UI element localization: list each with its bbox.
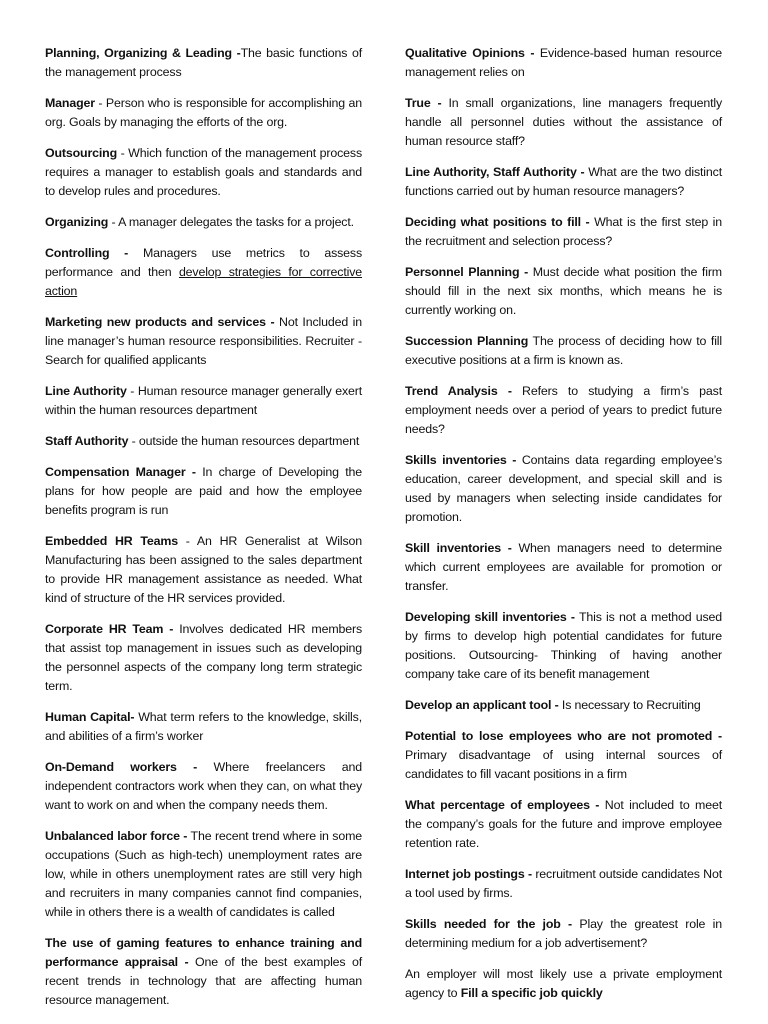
entry-term: The use of gaming features to enhance training and performance appraisal -: [45, 936, 362, 969]
entry-term: Line Authority: [45, 384, 127, 398]
entry-true: [405, 94, 722, 151]
entry-definition: The recent trend where in some occupations (Such as high-tech) unemployment rates are low, while in others unemployment rates are still very high and recruiters in many companies cannot find companies, while in others there is a wealth of candidates is called: [45, 829, 362, 919]
entry-compensation-manager: [45, 463, 362, 520]
entry-definition: - Person who is responsible for accomplishing an org. Goals by managing the efforts of the org.: [45, 96, 362, 129]
entry-term: Unbalanced labor force -: [45, 829, 188, 843]
entry-term: Corporate HR Team -: [45, 622, 174, 636]
entry-term: Controlling -: [45, 246, 129, 260]
entry-private-agency: [405, 965, 722, 1003]
entry-definition: Managers use metrics to assess performance and then: [45, 246, 363, 279]
entry-definition: The basic functions of the management process: [45, 46, 363, 79]
underlined-text: develop strategies for corrective action: [45, 265, 363, 298]
entry-definition: What are the two distinct functions carried out by human resource managers?: [405, 165, 722, 198]
entry-term: Potential to lose employees who are not promoted -: [405, 729, 722, 743]
entry-term: Developing skill inventories -: [405, 610, 575, 624]
entry-term: Organizing: [45, 215, 109, 229]
entry-definition: This is not a method used by firms to develop high potential candidates for future positions. Outsourcing- Thinking of having another company take care of its benefit management: [405, 610, 723, 681]
entry-term: Marketing new products and services -: [45, 315, 275, 329]
entry-term: Embedded HR Teams: [45, 534, 178, 548]
entry-trend-analysis: [405, 382, 722, 439]
entry-definition: Involves dedicated HR members that assist top management in issues such as developing the personnel aspects of the company long term strategic term.: [45, 622, 362, 693]
entry-term: Manager: [45, 96, 95, 110]
entry-succession-planning: [405, 332, 722, 370]
entry-organizing: [45, 213, 362, 232]
entry-definition: - A manager delegates the tasks for a project.: [108, 215, 354, 229]
entry-term: Staff Authority: [45, 434, 129, 448]
entry-definition: Not Included in line manager’s human resource responsibilities. Recruiter - Search for qualified applicants: [45, 315, 362, 367]
entry-term: Trend Analysis -: [405, 384, 512, 398]
entry-definition: Evidence-based human resource management relies on: [405, 46, 722, 79]
entry-outsourcing: [45, 144, 362, 201]
entry-term: Deciding what positions to fill -: [405, 215, 590, 229]
entry-definition: Contains data regarding employee’s education, career development, and special skill and is used by managers when selecting inside candidates for promotion.: [405, 453, 722, 524]
entry-definition: Play the greatest role in determining medium for a job advertisement?: [405, 917, 722, 950]
entry-corporate-hr-team: [45, 620, 362, 696]
entry-planning: [45, 44, 362, 82]
entry-definition: When managers need to determine which current employees are available for promotion or transfer.: [405, 541, 722, 593]
entry-term: Skills needed for the job -: [405, 917, 572, 931]
entry-term: Qualitative Opinions -: [405, 46, 535, 60]
entry-percentage-employees: [405, 796, 722, 853]
entry-applicant-tool: [405, 696, 722, 715]
entry-qualitative-opinions: [405, 44, 722, 82]
entry-skill-inventories: [405, 539, 722, 596]
entry-definition: What term refers to the knowledge, skills, and abilities of a firm’s worker: [45, 710, 362, 743]
entry-line-authority: [45, 382, 362, 420]
left-column: [45, 44, 362, 1022]
entry-term: Develop an applicant tool -: [405, 698, 559, 712]
entry-definition: - outside the human resources department: [128, 434, 360, 448]
entry-manager: [45, 94, 362, 132]
entry-definition: Primary disadvantage of using internal sources of candidates to fill vacant positions in a firm: [405, 748, 722, 781]
entry-term: True -: [405, 96, 442, 110]
entry-skills-needed: [405, 915, 722, 953]
entry-definition: An employer will most likely use a private employment agency to: [405, 967, 722, 1000]
entry-controlling: [45, 244, 362, 301]
entry-definition: - An HR Generalist at Wilson Manufacturing has been assigned to the sales department to provide HR management assistance as needed. What kind of structure of the HR services provided.: [45, 534, 362, 605]
entry-term: Line Authority, Staff Authority -: [405, 165, 585, 179]
entry-term: Personnel Planning -: [405, 265, 529, 279]
entry-definition: One of the best examples of recent trends in technology that are affecting human resource management.: [45, 955, 362, 1007]
entry-term: On-Demand workers -: [45, 760, 198, 774]
entry-term: Human Capital-: [45, 710, 135, 724]
entry-staff-authority: [45, 432, 362, 451]
right-column: [405, 44, 722, 1015]
entry-deciding-positions: [405, 213, 722, 251]
entry-term: Planning, Organizing & Leading -: [45, 46, 241, 60]
entry-human-capital: [45, 708, 362, 746]
entry-marketing: [45, 313, 362, 370]
entry-definition: What is the first step in the recruitment and selection process?: [405, 215, 723, 248]
entry-line-staff-authority: [405, 163, 722, 201]
entry-definition: In small organizations, line managers frequently handle all personnel duties without the assistance of human resource staff?: [405, 96, 723, 148]
entry-developing-skill-inventories: [405, 608, 722, 684]
entry-gaming-features: [45, 934, 362, 1010]
entry-internet-job-postings: [405, 865, 722, 903]
entry-definition: - Which function of the management process requires a manager to establish goals and standards and to develop rules and procedures.: [45, 146, 362, 198]
entry-definition: Must decide what position the firm should fill in the next six months, which means he is currently working on.: [405, 265, 722, 317]
entry-definition: In charge of Developing the plans for how people are paid and how the employee benefits program is run: [45, 465, 362, 517]
entry-term: Succession Planning: [405, 334, 529, 348]
entry-definition: Not included to meet the company’s goals for the future and improve employee retention rate.: [405, 798, 722, 850]
entry-on-demand-workers: [45, 758, 362, 815]
entry-term: What percentage of employees -: [405, 798, 600, 812]
entry-definition: The process of deciding how to fill executive positions at a firm is known as.: [405, 334, 722, 367]
entry-unbalanced-labor-force: [45, 827, 362, 922]
entry-potential-to-lose: [405, 727, 722, 784]
entry-term: Skills inventories -: [405, 453, 517, 467]
entry-definition: recruitment outside candidates Not a tool used by firms.: [405, 867, 722, 900]
entry-term: Outsourcing: [45, 146, 118, 160]
entry-term: Fill a specific job quickly: [460, 986, 603, 1000]
entry-definition: Where freelancers and independent contractors work when they can, on what they want to work on and when the company needs them.: [45, 760, 362, 812]
entry-definition: Is necessary to Recruiting: [558, 698, 701, 712]
entry-definition: - Human resource manager generally exert within the human resources department: [45, 384, 363, 417]
entry-term: Compensation Manager -: [45, 465, 196, 479]
entry-term: Internet job postings -: [405, 867, 532, 881]
entry-skills-inventories: [405, 451, 722, 527]
entry-definition: Refers to studying a firm’s past employment needs over a period of years to predict future needs?: [405, 384, 722, 436]
entry-term: Skill inventories -: [405, 541, 512, 555]
entry-personnel-planning: [405, 263, 722, 320]
entry-embedded-hr-teams: [45, 532, 362, 608]
